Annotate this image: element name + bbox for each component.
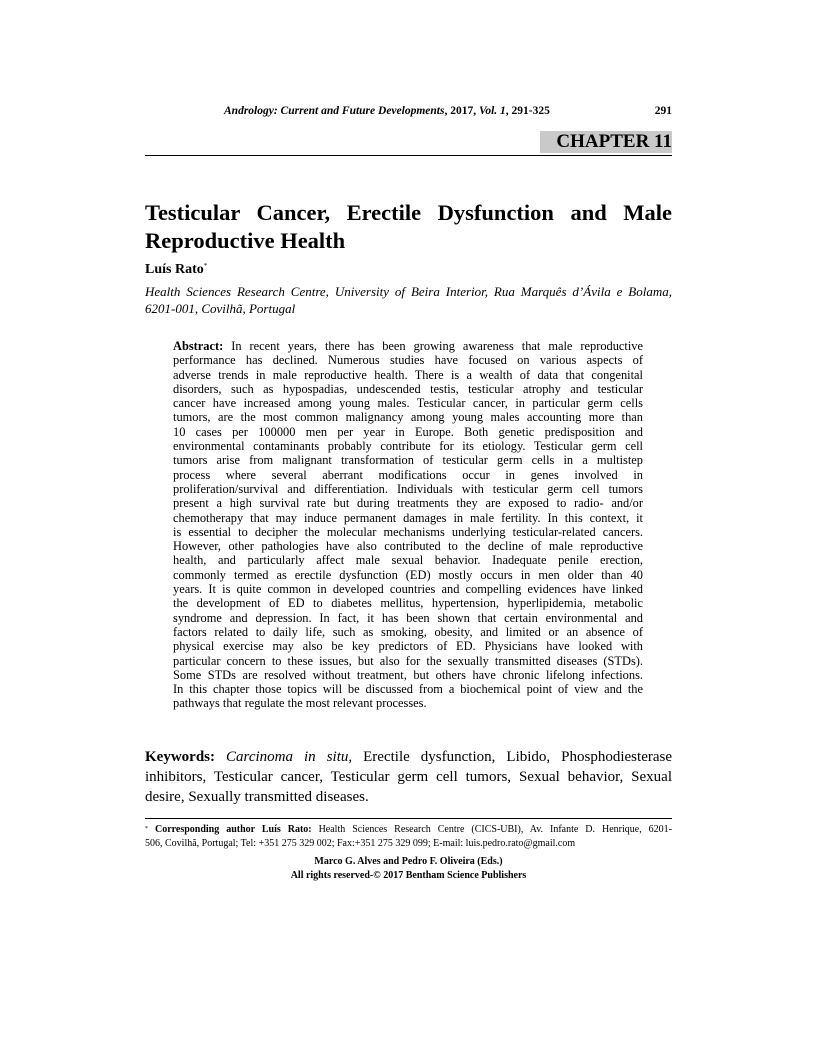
chapter-label: CHAPTER 11 [540,131,672,153]
abstract-line: commonly termed as erectile dysfunction (ED) mostly occurs in men older than 40 [173,567,643,582]
footnote-line [145,823,672,837]
publisher-info [145,855,672,883]
abstract-line: proliferation/survival and differentiation. Individuals with testicular germ cell tumors [173,481,643,496]
author-name: Luís Rato [145,262,204,277]
footnote-label: Corresponding author Luís Rato: [154,824,312,835]
author [145,262,207,278]
keywords-line [145,747,672,767]
running-header [224,105,550,117]
journal-name: Andrology: Current and Future Developments [224,105,445,117]
author-footnote-mark: * [203,262,208,270]
abstract-label: Abstract: [173,339,224,353]
chapter-title [145,199,672,255]
affiliation [145,283,672,317]
abstract-line: adverse trends in male reproductive health. There is a wealth of data that congenital [173,367,643,382]
abstract-text: In recent years, there has been growing awareness that male reproductive [231,339,643,353]
abstract-line: chemotherapy that may induce permanent damages in male fertility. In this context, it [173,510,643,525]
copyright: All rights reserved-© 2017 Bentham Science Publishers [290,870,527,881]
page-number: 291 [654,105,672,117]
footnote-text: Health Sciences Research Centre (CICS-UBI), Av. Infante D. Henrique, 6201- [311,824,672,835]
keywords-label: Keywords: [145,749,215,765]
footnote [145,823,672,850]
abstract-line: cancer have increased among young males. Testicular cancer, in particular germ cells [173,396,643,411]
abstract-line: years. It is quite common in developed countries and compelling evidences have linked [173,582,643,597]
editors: Marco G. Alves and Pedro F. Oliveira (Eds.) [314,856,503,867]
abstract-line: the development of ED to diabetes mellitus, hypertension, hyperlipidemia, metabolic [173,596,643,611]
abstract-line: performance has declined. Numerous studies have focused on various aspects of [173,353,643,368]
abstract-line [173,339,643,353]
abstract-line: pathways that regulate the most relevant processes. [173,696,427,711]
keywords-text: , Erectile dysfunction, Libido, Phosphodiesterase [348,749,672,765]
abstract-line: disorders, such as hypospadias, undescended testis, testicular atrophy and testicular [173,381,643,396]
abstract-line: process where several aberrant modifications occur in genes involved in [173,467,643,482]
footnote-rule [145,818,672,819]
title-line: Testicular Cancer, Erectile Dysfunction and Male [145,200,672,225]
journal-volume: Vol. 1 [478,105,506,117]
header-rule [145,155,672,156]
abstract-line: factors related to daily life, such as smoking, obesity, and limited or an absence of [173,624,643,639]
footnote-mark: * [145,826,148,832]
keyword-italic: Carcinoma in situ [226,749,349,765]
abstract-line: present a high survival rate but during treatments they are exposed to radio- and/or [173,496,643,511]
abstract-line: Some STDs are resolved without treatment, but others have chronic lifelong infections. [173,667,643,682]
journal-pages: , 291-325 [505,105,550,117]
keywords-line: inhibitors, Testicular cancer, Testicular germ cell tumors, Sexual behavior, Sexual [145,769,672,785]
abstract-line: syndrome and depression. In fact, it has been shown that certain environmental and [173,610,643,625]
abstract-line: tumors, are the most common malignancy among young males accounting more than [173,410,643,425]
abstract-line: In this chapter those topics will be discussed from a biochemical point of view and the [173,682,643,697]
title-line: Reproductive Health [145,228,346,253]
affiliation-line: 6201-001, Covilhã, Portugal [145,301,296,316]
abstract-line: is essential to decipher the molecular mechanisms underlying testicular-related cancers. [173,524,643,539]
journal-year: , 2017, [444,105,479,117]
affiliation-line: Health Sciences Research Centre, University of Beira Interior, Rua Marquês d’Ávila e Bolama, [145,284,672,299]
keywords-line: desire, Sexually transmitted diseases. [145,789,369,805]
abstract-line: environmental contaminants probably contribute for its etiology. Testicular germ cell [173,439,643,454]
abstract-line: However, other pathologies have also contributed to the decline of male reproductive [173,539,643,554]
abstract-line: health, and particularly affect male sexual behavior. Inadequate penile erection, [173,553,643,568]
footnote-line: 506, Covilhã, Portugal; Tel: +351 275 329 002; Fax:+351 275 329 099; E-mail: luis.pedro.rato@gmail.com [145,837,576,849]
abstract-line: tumors arise from malignant transformation of testicular germ cells in a multistep [173,453,643,468]
abstract-line: physical exercise may also be key predictors of ED. Physicians have looked with [173,639,643,654]
abstract-line: 10 cases per 100000 men per year in Europe. Both genetic predisposition and [173,424,643,439]
abstract-line: particular concern to these issues, but also for the sexually transmitted diseases (STDs). [173,653,643,668]
abstract [173,339,643,711]
keywords [145,747,672,807]
